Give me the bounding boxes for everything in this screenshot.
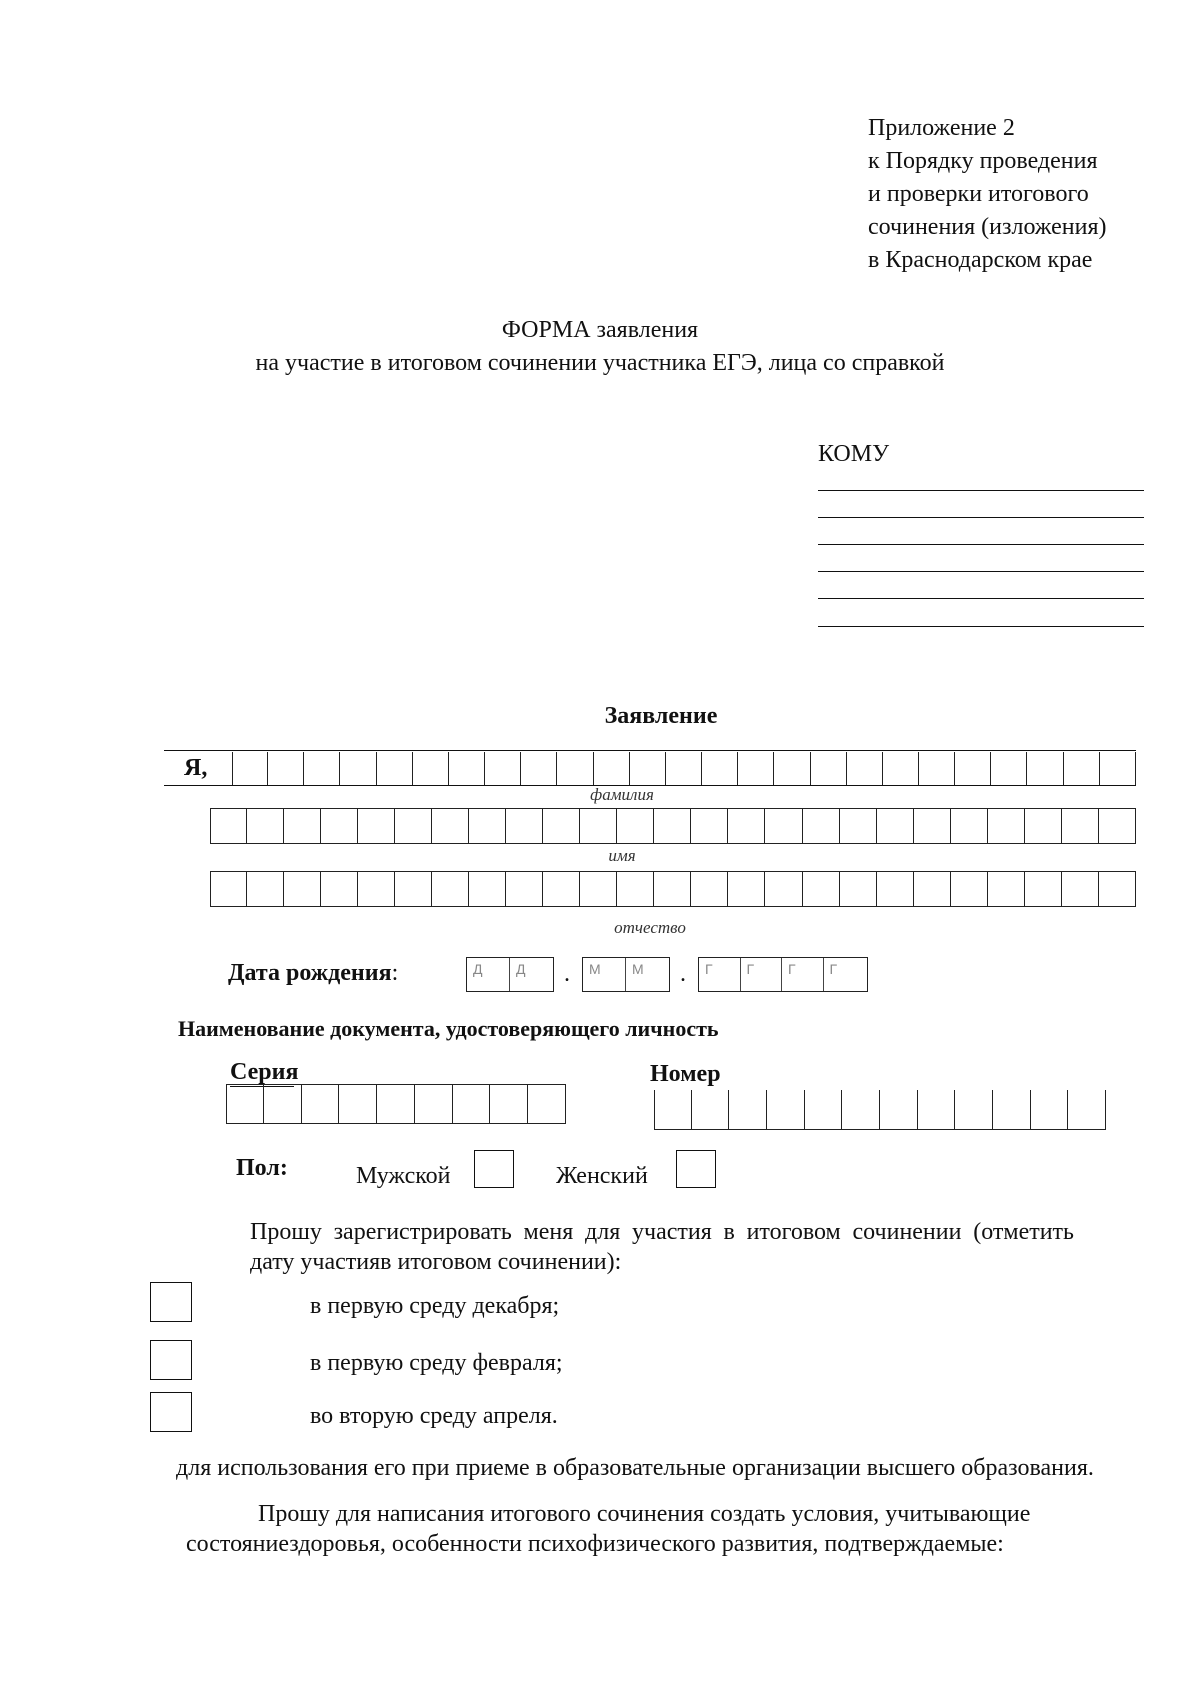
request-line-2: дату участияв итоговом сочинении): [250,1249,622,1275]
name-cell[interactable] [469,809,506,843]
purpose-text: для использования его при приеме в образовательные организации высшего образования. [176,1455,1094,1481]
patronymic-cell[interactable] [765,872,802,906]
birth-date-separator-1: . [564,961,570,987]
surname-cells[interactable] [232,752,1136,785]
surname-cell[interactable] [774,752,810,785]
patronymic-cell[interactable] [469,872,506,906]
patronymic-cell[interactable] [321,872,358,906]
series-cell[interactable] [302,1085,340,1123]
option-december-checkbox[interactable] [150,1282,192,1322]
series-cell[interactable] [226,1085,264,1123]
surname-cell[interactable] [1064,752,1100,785]
surname-cell[interactable] [449,752,485,785]
patronymic-cell[interactable] [654,872,691,906]
appendix-note [868,112,1107,277]
patronymic-cell[interactable] [543,872,580,906]
surname-cell[interactable] [919,752,955,785]
name-cell[interactable] [914,809,951,843]
addressee-line-3[interactable] [818,544,1144,545]
name-cell[interactable] [877,809,914,843]
name-cell[interactable] [284,809,321,843]
surname-cell[interactable] [955,752,991,785]
name-cell[interactable] [728,809,765,843]
addressee-line-2[interactable] [818,517,1144,518]
series-cell[interactable] [453,1085,491,1123]
name-cell[interactable] [432,809,469,843]
patronymic-cell[interactable] [247,872,284,906]
name-cell[interactable] [210,809,247,843]
male-checkbox[interactable] [474,1150,514,1188]
birth-date-label-text: Дата рождения [228,960,392,986]
surname-cell[interactable] [666,752,702,785]
number-cell[interactable] [993,1090,1031,1129]
birth-year-field[interactable] [698,957,868,992]
surname-cell[interactable] [847,752,883,785]
patronymic-cell[interactable] [877,872,914,906]
surname-cell[interactable] [883,752,919,785]
name-cell[interactable] [321,809,358,843]
name-cell[interactable] [247,809,284,843]
surname-cell[interactable] [485,752,521,785]
conditions-line-2: состояниездоровья, особенности психофизического развития, подтверждаемые: [186,1531,1004,1557]
patronymic-cell[interactable] [358,872,395,906]
patronymic-cell[interactable] [728,872,765,906]
number-cell[interactable] [767,1090,805,1129]
addressee-label: КОМУ [818,441,890,467]
number-cell[interactable] [955,1090,993,1129]
series-cell[interactable] [490,1085,528,1123]
request-line-1: Прошу зарегистрировать меня для участия в итоговом сочинении (отметить [250,1219,1074,1245]
surname-cell[interactable] [340,752,376,785]
form-title: ФОРМА заявления [501,317,699,343]
birth-month-cell-1[interactable]: М [583,958,626,991]
series-cell[interactable] [264,1085,302,1123]
name-cell[interactable] [691,809,728,843]
patronymic-cell[interactable] [617,872,654,906]
patronymic-cell[interactable] [1099,872,1136,906]
birth-date-label [228,957,398,990]
birth-day-cell-2[interactable]: Д [516,961,526,977]
name-cells[interactable] [210,808,1136,844]
patronymic-cell[interactable] [1062,872,1099,906]
patronymic-cell[interactable] [914,872,951,906]
surname-cell[interactable] [630,752,666,785]
surname-cell[interactable] [811,752,847,785]
number-cell[interactable] [1031,1090,1069,1129]
name-cell[interactable] [1099,809,1136,843]
name-cell[interactable] [1025,809,1062,843]
appendix-line-5: в Краснодарском крае [868,247,1093,273]
option-december-label: в первую среду декабря; [310,1293,560,1319]
birth-day-cell-1[interactable]: Д [467,958,510,991]
surname-cell[interactable] [991,752,1027,785]
surname-cell[interactable] [304,752,340,785]
female-checkbox[interactable] [676,1150,716,1188]
addressee-line-1[interactable] [818,490,1144,491]
patronymic-cell[interactable] [840,872,877,906]
patronymic-cell[interactable] [1025,872,1062,906]
option-february-checkbox[interactable] [150,1340,192,1380]
surname-top-rule [164,750,1136,751]
series-cell[interactable] [377,1085,415,1123]
surname-cell[interactable] [232,752,268,785]
addressee-line-5[interactable] [818,598,1144,599]
patronymic-cell[interactable] [284,872,321,906]
number-label: Номер [650,1061,721,1087]
birth-date-separator-2: . [680,961,686,987]
addressee-line-4[interactable] [818,571,1144,572]
option-april-checkbox[interactable] [150,1392,192,1432]
number-cell[interactable] [918,1090,956,1129]
patronymic-cell[interactable] [580,872,617,906]
series-cell[interactable] [528,1085,566,1123]
number-cell[interactable] [805,1090,843,1129]
series-cell[interactable] [339,1085,377,1123]
birth-year-cell-4[interactable]: Г [829,961,838,977]
option-february-label: в первую среду февраля; [310,1350,563,1376]
surname-cell[interactable] [738,752,774,785]
birth-year-cell-3[interactable]: Г [782,958,824,991]
patronymic-cell[interactable] [803,872,840,906]
number-cell[interactable] [1068,1090,1106,1129]
patronymic-cell[interactable] [951,872,988,906]
surname-cell[interactable] [1027,752,1063,785]
name-cell[interactable] [654,809,691,843]
patronymic-cell[interactable] [988,872,1025,906]
name-cell[interactable] [840,809,877,843]
surname-caption: фамилия [590,785,654,804]
birth-month-field[interactable] [582,957,670,992]
series-cells[interactable] [226,1084,566,1124]
option-april-label: во вторую среду апреля. [310,1403,558,1429]
appendix-line-2: к Порядку проведения [868,148,1098,174]
surname-cell[interactable] [702,752,738,785]
patronymic-cell[interactable] [506,872,543,906]
statement-heading: Заявление [604,703,718,729]
number-cell[interactable] [729,1090,767,1129]
birth-year-cell-1[interactable]: Г [699,958,741,991]
name-cell[interactable] [395,809,432,843]
surname-cell[interactable] [521,752,557,785]
name-cell[interactable] [358,809,395,843]
name-cell[interactable] [580,809,617,843]
patronymic-caption: отчество [614,918,686,937]
patronymic-cell[interactable] [432,872,469,906]
name-cell[interactable] [617,809,654,843]
female-label: Женский [556,1163,648,1189]
number-cell[interactable] [654,1090,692,1129]
name-cell[interactable] [951,809,988,843]
patronymic-cell[interactable] [691,872,728,906]
surname-cell[interactable] [1100,752,1136,785]
number-cell[interactable] [880,1090,918,1129]
birth-date-colon: : [391,960,399,986]
series-label: Серия [230,1059,299,1085]
birth-month-cell-2[interactable]: М [632,961,644,977]
surname-cell[interactable] [594,752,630,785]
conditions-line-1: Прошу для написания итогового сочинения создать условия, учитывающие [258,1501,1031,1527]
appendix-line-3: и проверки итогового [868,181,1089,207]
patronymic-cell[interactable] [395,872,432,906]
name-cell[interactable] [803,809,840,843]
birth-year-cell-2[interactable]: Г [741,958,783,991]
birth-day-field[interactable] [466,957,554,992]
number-cell[interactable] [842,1090,880,1129]
surname-cell[interactable] [413,752,449,785]
gender-label: Пол: [236,1155,288,1181]
name-cell[interactable] [543,809,580,843]
number-cell[interactable] [692,1090,730,1129]
series-cell[interactable] [415,1085,453,1123]
name-cell[interactable] [988,809,1025,843]
i-label: Я, [184,755,208,781]
name-cell[interactable] [506,809,543,843]
appendix-line-4: сочинения (изложения) [868,214,1107,240]
name-cell[interactable] [765,809,802,843]
surname-cell[interactable] [557,752,593,785]
name-caption: имя [608,846,636,865]
name-cell[interactable] [1062,809,1099,843]
male-label: Мужской [356,1163,451,1189]
appendix-line-1: Приложение 2 [868,115,1015,141]
surname-cell[interactable] [377,752,413,785]
patronymic-cell[interactable] [210,872,247,906]
identity-doc-label: Наименование документа, удостоверяющего личность [178,1016,719,1041]
patronymic-cells[interactable] [210,871,1136,907]
surname-cell[interactable] [268,752,304,785]
number-cells[interactable] [654,1090,1106,1130]
form-subtitle: на участие в итоговом сочинении участника ЕГЭ, лица со справкой [255,350,945,376]
addressee-line-6[interactable] [818,626,1144,627]
